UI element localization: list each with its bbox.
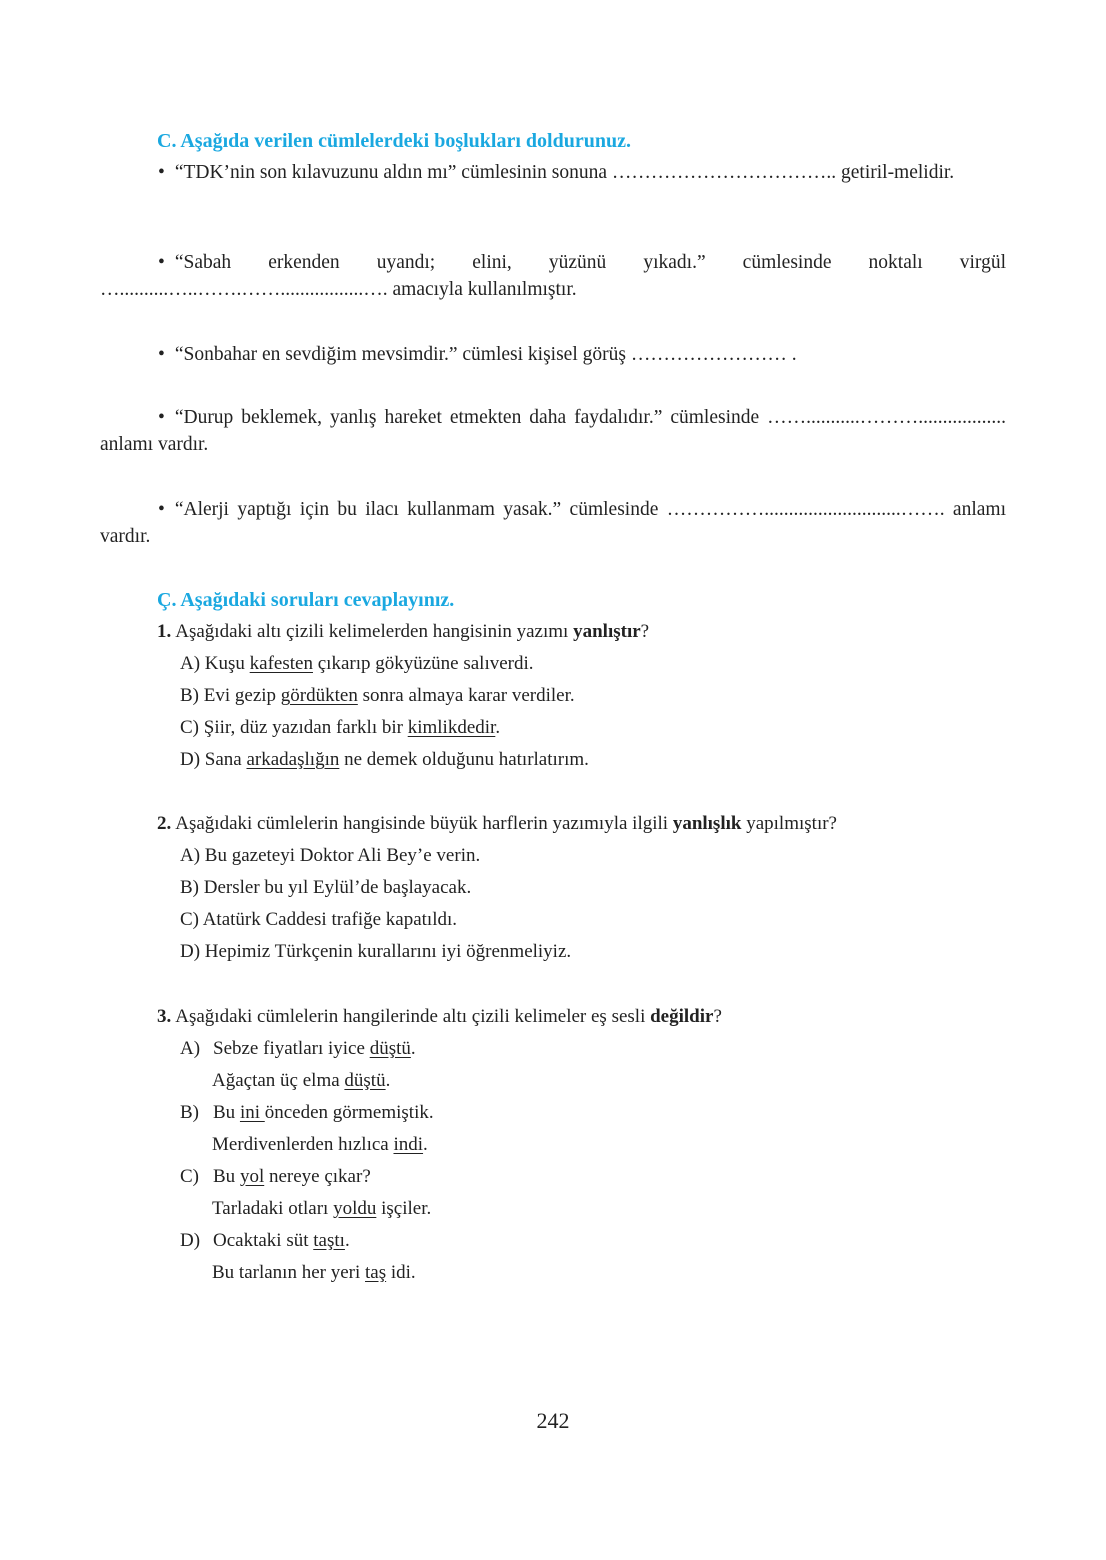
option-text-end: .	[423, 1134, 428, 1155]
option-text: Sebze fiyatları iyice	[213, 1038, 370, 1059]
option-text-end: idi.	[386, 1262, 416, 1283]
fill-item-text: “Durup beklemek, yanlış hareket etmekten daha faydalıdır.” cümlesinde ……...........……….................. anlamı vardır.	[100, 407, 1006, 455]
option-label: B)	[180, 1102, 199, 1123]
fill-item-text: “TDK’nin son kılavuzunu aldın mı” cümlesinin sonuna …………………………….. getiril-melidir.	[174, 162, 955, 183]
option-text: C) Atatürk Caddesi trafiğe kapatıldı.	[180, 909, 458, 930]
option-text: Bu	[213, 1166, 240, 1187]
fill-item-text: “Sonbahar en sevdiğim mevsimdir.” cümlesi kişisel görüş …………………… .	[174, 344, 797, 365]
section-c-cedilla-heading: Ç. Aşağıdaki soruları cevaplayınız.	[157, 589, 455, 611]
bullet: •	[158, 344, 165, 365]
bullet: •	[158, 252, 165, 273]
option-label: D)	[180, 1230, 201, 1251]
option-label: A)	[180, 1038, 201, 1059]
option-text: C) Şiir, düz yazıdan farklı bir	[180, 717, 408, 738]
question-text-end: yapılmıştır?	[741, 813, 837, 834]
answer-option	[180, 1036, 416, 1062]
question-number: 1.	[157, 621, 172, 642]
underlined-word: indi	[393, 1134, 424, 1155]
answer-option	[180, 939, 571, 965]
question-emphasis: değildir	[650, 1006, 714, 1027]
option-text-end: .	[385, 1070, 391, 1091]
underlined-word: taştı	[313, 1230, 345, 1251]
underlined-word: kafesten	[249, 653, 313, 674]
question-text-end: ?	[713, 1006, 722, 1027]
option-text-end: .	[344, 1230, 350, 1251]
fill-item-5	[100, 497, 1006, 550]
option-text: Bu	[213, 1102, 240, 1123]
option-label: C)	[180, 1166, 199, 1187]
option-text-end: ne demek olduğunu hatırlatırım.	[339, 749, 589, 770]
option-text-end: önceden görmemiştik.	[264, 1102, 434, 1123]
option-text: A) Kuşu	[180, 653, 250, 674]
option-text: B) Dersler bu yıl Eylül’de başlayacak.	[180, 877, 472, 898]
answer-option	[180, 715, 500, 741]
answer-option	[180, 1228, 350, 1254]
underlined-word: taş	[365, 1262, 387, 1283]
question-number: 2.	[157, 813, 172, 834]
option-text: Ocaktaki süt	[213, 1230, 314, 1251]
answer-option	[180, 683, 575, 709]
fill-item-3	[100, 342, 1006, 369]
question-number: 3.	[157, 1006, 172, 1027]
option-text-end: çıkarıp gökyüzüne salıverdi.	[312, 653, 534, 674]
question-text: Aşağıdaki altı çizili kelimelerden hangisinin yazımı	[175, 621, 574, 642]
answer-option	[180, 651, 534, 677]
underlined-word: yol	[239, 1166, 265, 1187]
question-3	[157, 1004, 722, 1030]
option-text: B) Evi gezip	[180, 685, 281, 706]
bullet: •	[158, 499, 165, 520]
question-2	[157, 811, 837, 837]
option-text: Merdivenlerden hızlıca	[212, 1134, 394, 1155]
underlined-word: düştü	[344, 1070, 386, 1091]
answer-option	[180, 747, 589, 773]
option-text-end: sonra almaya karar verdiler.	[357, 685, 575, 706]
option-text: A) Bu gazeteyi Doktor Ali Bey’e verin.	[180, 845, 481, 866]
underlined-word: ini	[239, 1102, 265, 1123]
option-text-end: .	[495, 717, 501, 738]
fill-item-2	[100, 250, 1006, 303]
bullet: •	[158, 407, 165, 428]
question-emphasis: yanlıştır	[573, 621, 641, 642]
question-text: Aşağıdaki cümlelerin hangilerinde altı çizili kelimeler eş sesli	[175, 1006, 651, 1027]
option-text-end: nereye çıkar?	[264, 1166, 371, 1187]
underlined-word: gördükten	[280, 685, 358, 706]
answer-option	[180, 843, 480, 869]
answer-option	[212, 1068, 390, 1094]
underlined-word: yoldu	[333, 1198, 377, 1219]
answer-option	[180, 875, 471, 901]
option-text: Ağaçtan üç elma	[212, 1070, 345, 1091]
answer-option	[212, 1132, 428, 1158]
option-text: D) Hepimiz Türkçenin kurallarını iyi öğrenmeliyiz.	[180, 941, 572, 962]
underlined-word: düştü	[369, 1038, 411, 1059]
fill-item-4	[100, 405, 1006, 458]
bullet: •	[158, 162, 165, 183]
underlined-word: kimlikdedir	[407, 717, 496, 738]
option-text: D) Sana	[180, 749, 247, 770]
answer-option	[212, 1260, 416, 1286]
answer-option	[180, 907, 457, 933]
section-c-heading: C. Aşağıda verilen cümlelerdeki boşlukları doldurunuz.	[157, 130, 631, 152]
option-text: Tarladaki otları	[212, 1198, 334, 1219]
question-emphasis: yanlışlık	[672, 813, 742, 834]
option-text-end: işçiler.	[376, 1198, 432, 1219]
fill-item-1	[100, 160, 1006, 187]
question-1	[157, 619, 649, 645]
answer-option	[180, 1164, 371, 1190]
option-text: Bu tarlanın her yeri	[212, 1262, 366, 1283]
answer-option	[212, 1196, 431, 1222]
option-text-end: .	[410, 1038, 416, 1059]
answer-option	[180, 1100, 434, 1126]
page-number: 242	[536, 1408, 570, 1433]
fill-item-text: “Alerji yaptığı için bu ilacı kullanmam yasak.” cümlesinde ……………............................……. anlamı vardır.	[100, 499, 1006, 547]
fill-item-text: “Sabah erkenden uyandı; elini, yüzünü yıkadı.” cümlesinde noktalı virgül …..........…..…….…….................…. amacıyla kullanılmıştır.	[100, 252, 1006, 300]
question-text: Aşağıdaki cümlelerin hangisinde büyük harflerin yazımıyla ilgili	[175, 813, 673, 834]
underlined-word: arkadaşlığın	[246, 749, 340, 770]
question-text-end: ?	[640, 621, 650, 642]
